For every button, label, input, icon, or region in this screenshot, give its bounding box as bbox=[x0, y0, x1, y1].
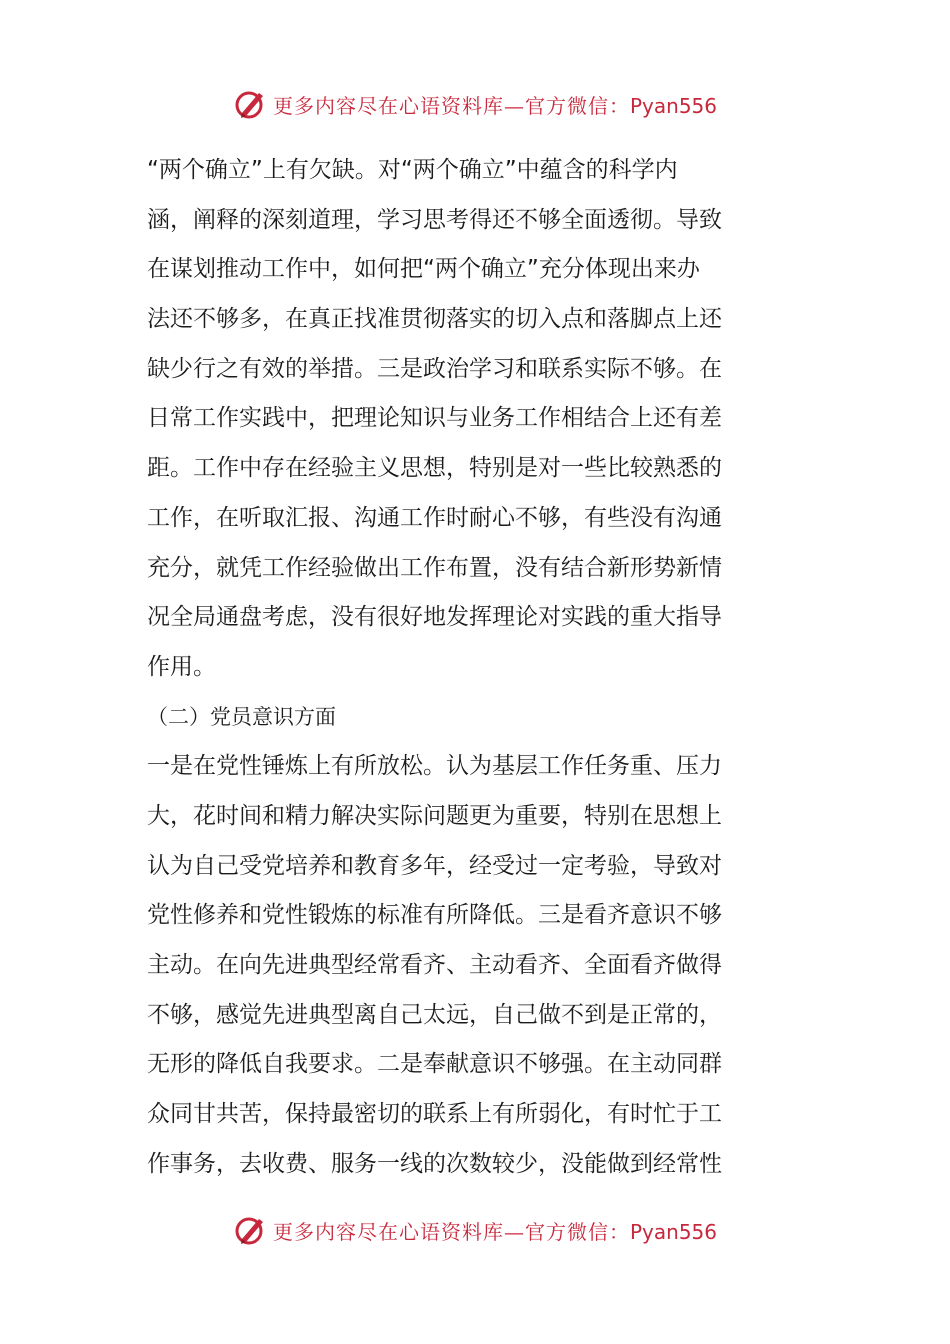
footer-banner bbox=[0, 1210, 950, 1250]
body-line: 大，花时间和精力解决实际问题更为重要，特别在思想上 bbox=[147, 802, 722, 829]
header-banner bbox=[0, 84, 950, 124]
body-line: 无形的降低自我要求。二是奉献意识不够强。在主动同群 bbox=[147, 1051, 722, 1078]
body-line: 距。工作中存在经验主义思想，特别是对一些比较熟悉的 bbox=[147, 455, 722, 482]
body-line: 况全局通盘考虑，没有很好地发挥理论对实践的重大指导 bbox=[147, 604, 722, 631]
pen-circle-icon bbox=[233, 87, 267, 121]
body-line: 在谋划推动工作中，如何把“两个确立”充分体现出来办 bbox=[147, 256, 700, 283]
body-line: 主动。在向先进典型经常看齐、主动看齐、全面看齐做得 bbox=[147, 952, 722, 978]
body-line: 工作，在听取汇报、沟通工作时耐心不够，有些没有沟通 bbox=[147, 504, 722, 531]
footer-wechat-id: Pyan556 bbox=[629, 1219, 717, 1244]
body-line: 众同甘共苦，保持最密切的联系上有所弱化，有时忙于工 bbox=[147, 1101, 722, 1128]
body-line: 作用。 bbox=[147, 653, 216, 680]
body-line: 缺少行之有效的举措。三是政治学习和联系实际不够。在 bbox=[147, 355, 722, 382]
body-line: 充分，就凭工作经验做出工作布置，没有结合新形势新情 bbox=[147, 554, 722, 581]
body-line: 日常工作实践中，把理论知识与业务工作相结合上还有差 bbox=[147, 405, 722, 432]
body-line: 认为自己受党培养和教育多年，经受过一定考验，导致对 bbox=[147, 852, 722, 879]
body-line: 涵，阐释的深刻道理，学习思考得还不够全面透彻。导致 bbox=[147, 206, 722, 233]
header-wechat-id: Pyan556 bbox=[629, 93, 717, 118]
body-line: 法还不够多，在真正找准贯彻落实的切入点和落脚点上还 bbox=[147, 306, 722, 333]
body-line: 一是在党性锤炼上有所放松。认为基层工作任务重、压力 bbox=[147, 753, 722, 780]
body-line: 不够，感觉先进典型离自己太远，自己做不到是正常的， bbox=[147, 1001, 722, 1028]
footer-banner-text: 更多内容尽在心语资料库—官方微信：Pyan556 bbox=[272, 1219, 717, 1244]
body-line: 作事务，去收费、服务一线的次数较少，没能做到经常性 bbox=[147, 1150, 722, 1177]
section-heading: （二）党员意识方面 bbox=[147, 704, 336, 729]
header-banner-text: 更多内容尽在心语资料库—官方微信：Pyan556 bbox=[272, 93, 717, 118]
body-line: “两个确立”上有欠缺。对“两个确立”中蕴含的科学内 bbox=[147, 157, 678, 183]
document-body bbox=[147, 146, 807, 1189]
body-line: 党性修养和党性锻炼的标准有所降低。三是看齐意识不够 bbox=[147, 902, 722, 929]
pen-circle-icon bbox=[233, 1213, 267, 1247]
